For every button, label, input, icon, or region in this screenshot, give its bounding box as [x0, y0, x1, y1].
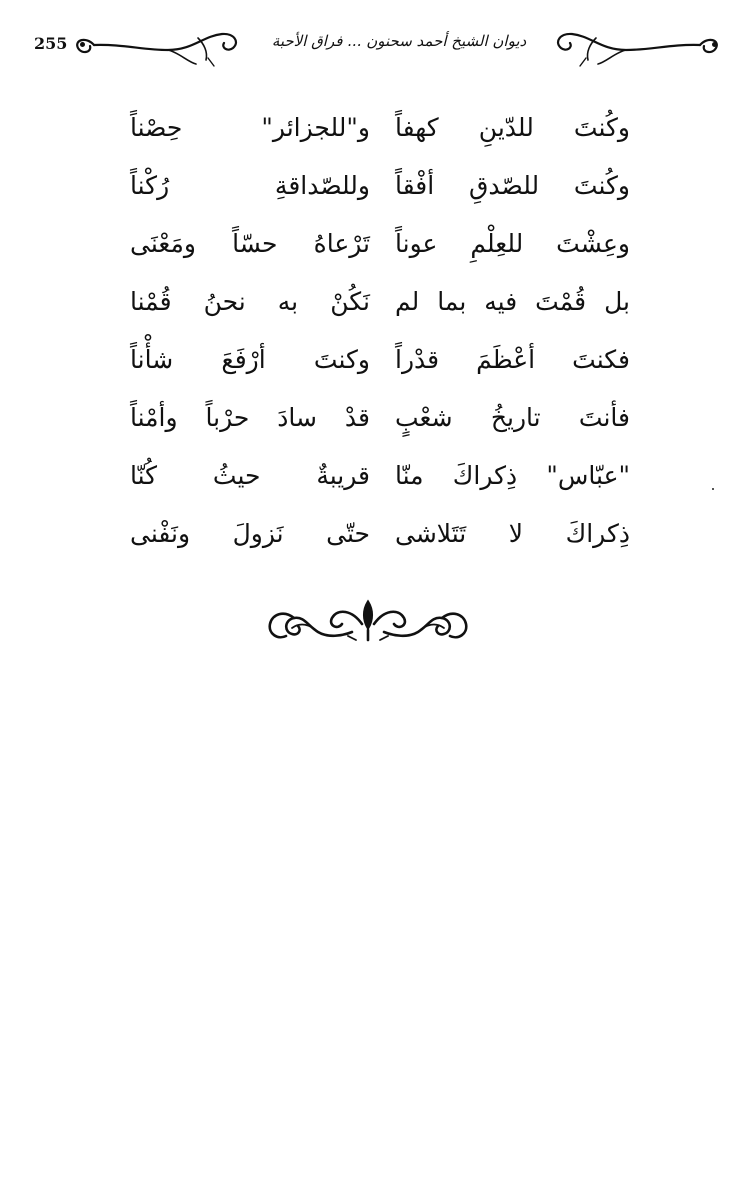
verse-second-hemistich: وكنتَ أرْفَعَ شأْناً [130, 345, 370, 374]
poem-verse [130, 390, 630, 448]
poem-verse [130, 506, 630, 564]
verse-second-hemistich: تَرْعاهُ حسّاً ومَعْنَى [130, 229, 370, 258]
verse-first-hemistich: "عبّاس" ذِكراكَ منّا [395, 461, 630, 490]
poem-verse [130, 100, 630, 158]
poem-verse [130, 332, 630, 390]
verse-first-hemistich: بل قُمْتَ فيه بما لم [395, 287, 630, 316]
verse-first-hemistich: فكنتَ أعْظَمَ قدْراً [395, 345, 630, 374]
running-title: ديوان الشيخ أحمد سحنون ... فراق الأحبة [271, 32, 527, 50]
verse-first-hemistich: وعِشْتَ للعِلْمِ عوناً [395, 229, 630, 258]
verse-first-hemistich: وكُنتَ للدّينِ كهفاً [395, 113, 630, 142]
poem-verse [130, 448, 630, 506]
poem-verse [130, 158, 630, 216]
verse-second-hemistich: قريبةٌ حيثُ كُنّا [130, 461, 370, 490]
fleuron-divider-icon [262, 596, 474, 648]
verse-second-hemistich: نَكُنْ به نحنُ قُمْنا [130, 287, 370, 316]
page-number: 255 [34, 34, 68, 53]
margin-mark [712, 488, 714, 490]
header-dot [80, 42, 85, 47]
verse-second-hemistich: حتّى نَزولَ ونَفْنى [130, 519, 370, 548]
verse-first-hemistich: وكُنتَ للصّدقِ أفْقاً [395, 171, 630, 200]
poem-verse [130, 216, 630, 274]
verse-first-hemistich: ذِكراكَ لا تَتَلاشى [395, 519, 630, 548]
verse-second-hemistich: وللصّداقةِ رُكْناً [130, 171, 370, 200]
verse-second-hemistich: قدْ سادَ حرْباً وأمْناً [130, 403, 370, 432]
verse-first-hemistich: فأنتَ تاريخُ شعْبٍ [395, 403, 630, 432]
page-header [28, 22, 724, 72]
header-dot [712, 42, 717, 47]
poem-body [130, 100, 630, 564]
verse-second-hemistich: و"للجزائر" حِصْناً [130, 113, 370, 142]
poem-verse [130, 274, 630, 332]
